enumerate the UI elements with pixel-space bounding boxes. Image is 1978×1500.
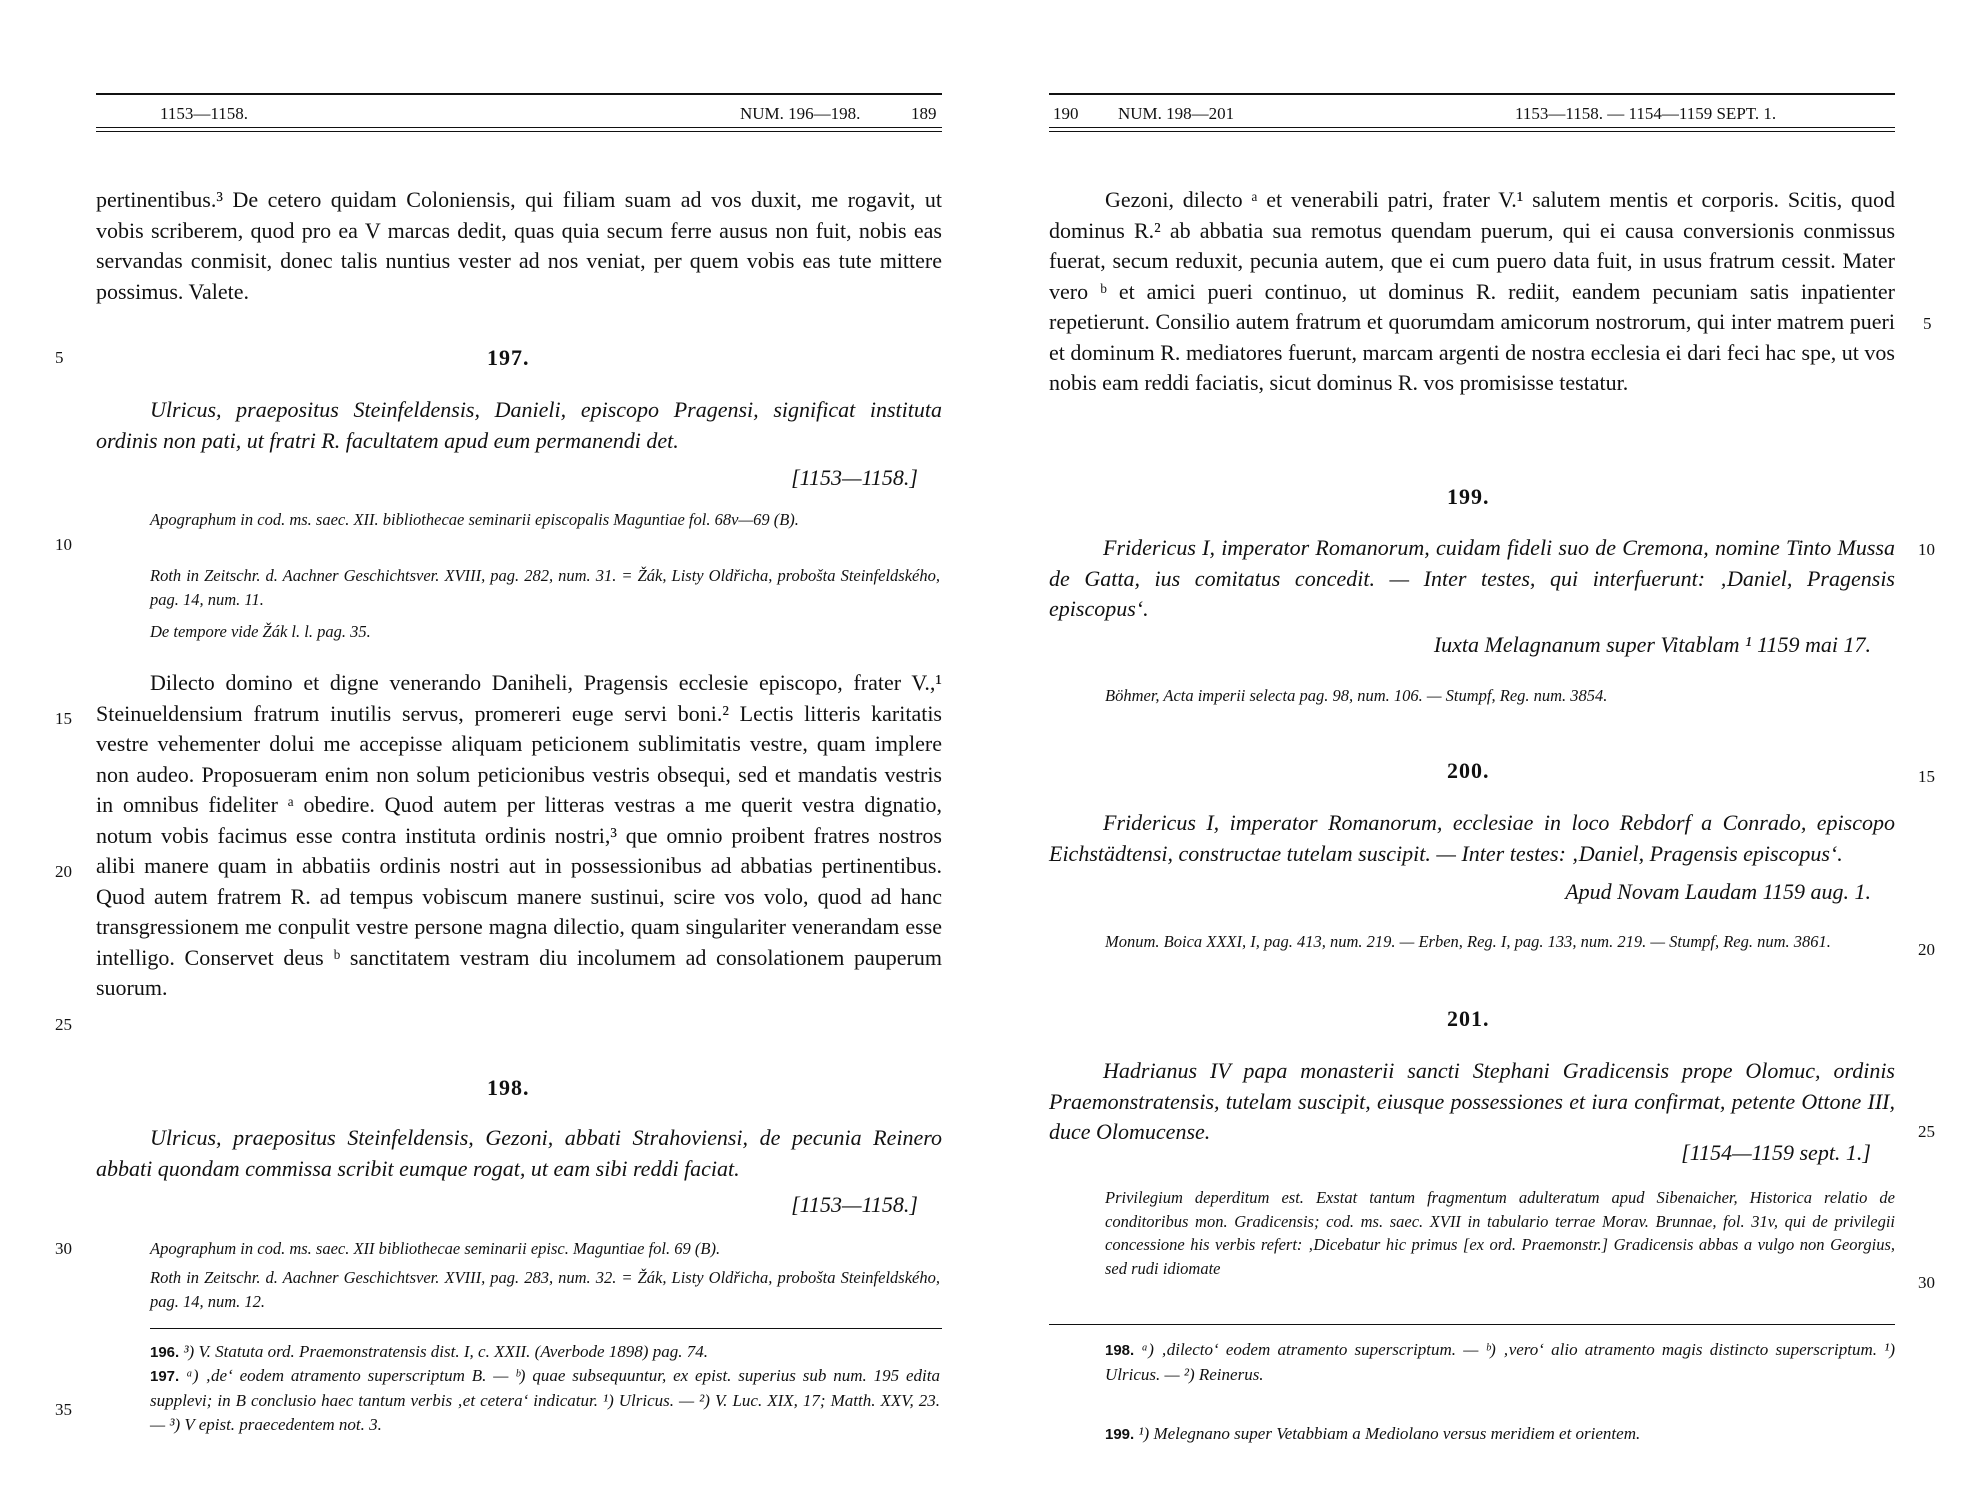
line-number-10: 10 bbox=[1918, 540, 1935, 559]
doc-198-note-1: Apographum in cod. ms. saec. XII bibliothecae seminarii episc. Maguntiae fol. 69 (B). bbox=[150, 1239, 721, 1258]
line-number-20: 20 bbox=[55, 862, 72, 881]
doc-197-number: 197. bbox=[487, 345, 530, 370]
header-page-number: 189 bbox=[911, 104, 937, 123]
continuation-text: Gezoni, dilecto ᵃ et venerabili patri, frater V.¹ salutem mentis et corporis. Scitis, quod dominus R.² ab abbatia sua remotus quendam puerum, qui ei causa conversionis conmissus fuerat, secum reduxit, pecunia autem, que ei cum puero data fuit, in usus fratrum cessit. Mater vero ᵇ et amici pueri continuo, ut dominus R. rediit, eandem pecuniam satis inpatienter repetierunt. Consilio autem fratrum et quorumdam amicorum nostrorum, qui inter matrem pueri et dominum R. mediatores fuerunt, marcam argenti de nostra ecclesia ei dari feci hac spe, ut vos nobis eam reddi faciatis, sicut dominus R. vos promisisse testatur. bbox=[1049, 187, 1895, 395]
doc-198-regest: Ulricus, praepositus Steinfeldensis, Gezoni, abbati Strahoviensi, de pecunia Reinero abbati quondam commissa scribit eumque rogat, ut eam sibi reddi faciat. bbox=[96, 1125, 942, 1181]
header-top-rule bbox=[1049, 93, 1895, 95]
footnote-198-text: ᵃ) ‚dilecto‘ eodem atramento superscriptum. — ᵇ) ‚vero‘ alio atramento magis distincto superscriptum. ¹) Ulricus. — ²) Reinerus. bbox=[1105, 1340, 1895, 1384]
line-number-25: 25 bbox=[55, 1015, 72, 1034]
header-bottom-rule bbox=[96, 127, 942, 128]
footnote-196 bbox=[150, 1340, 940, 1365]
continuation-text: pertinentibus.³ De cetero quidam Coloniensis, qui filiam suam ad vos duxit, me rogavit, ut vobis scriberem, quod pro ea V marcas dedit, quas quia secum ferre ausus non fuit, nobis eas servandas conmisit, donec talis nuntius vester ad nos veniat, per quem vobis eas tute mittere possimus. Valete. bbox=[96, 187, 942, 304]
footnote-199 bbox=[1105, 1422, 1895, 1447]
header-page-number: 190 bbox=[1053, 104, 1079, 123]
footnote-rule bbox=[150, 1328, 942, 1329]
footnote-196-text: ³) V. Statuta ord. Praemonstratensis dist. I, c. XXII. (Averbode 1898) pag. 74. bbox=[183, 1342, 708, 1361]
header-bottom-rule-2 bbox=[1049, 131, 1895, 132]
line-number-5: 5 bbox=[55, 348, 64, 367]
doc-197-regest: Ulricus, praepositus Steinfeldensis, Danieli, episcopo Pragensi, significat instituta ordinis non pati, ut fratri R. facultatem apud eum permanendi det. bbox=[96, 397, 942, 453]
header-bottom-rule bbox=[1049, 127, 1895, 128]
footnote-198-label: 198. bbox=[1105, 1342, 1135, 1359]
line-number-10: 10 bbox=[55, 535, 72, 554]
line-number-5: 5 bbox=[1923, 314, 1932, 333]
doc-197-text: Dilecto domino et digne venerando Daniheli, Pragensis ecclesie episcopo, frater V.,¹ Steinueldensium fratrum inutilis servus, promereri euge servi boni.² Lectis litteris karitatis vestre vehementer dolui me accepisse aliquam peticionem sublimitatis vestre, quam implere non audeo. Proposueram enim non solum peticionibus vestris obsequi, sed et mandatis vestris in omnibus fideliter ᵃ obedire. Quod autem per litteras vestras a me querit vestra dignatio, notum vobis facimus esse contra instituta ordinis nostri,³ que omnio proibent fratres nostros alibi manere quam in abbatiis ordinis nostri aut in possessionibus ad abbatias pertinentibus. Quod autem fratrem R. ad tempus vobiscum manere sustinui, scire vos volo, quod ad hanc transgressionem me conpulit vestre persone magna dilectio, quam singulariter venerandam esse intelligo. Conservet deus ᵇ sanctitatem vestram diu incolumem ad consolationem pauperum suorum. bbox=[96, 670, 942, 1000]
doc-200-regest: Fridericus I, imperator Romanorum, ecclesiae in loco Rebdorf a Conrado, episcopo Eichstädtensi, constructae tutelam suscipit. — Inter testes: ‚Daniel, Pragensis episcopus‘. bbox=[1049, 810, 1895, 866]
footnote-197-text: ᵃ) ‚de‘ eodem atramento superscriptum B. — ᵇ) quae subsequuntur, ex epist. superius sub num. 195 edita supplevi; in B conclusio haec tantum verbis ‚et cetera‘ indicatur. ¹) Ulricus. — ²) V. Luc. XIX, 17; Matth. XXV, 23. — ³) V epist. praecedentem not. 3. bbox=[150, 1366, 941, 1434]
footnote-199-label: 199. bbox=[1105, 1426, 1135, 1443]
line-number-15: 15 bbox=[1918, 767, 1935, 786]
header-bottom-rule-2 bbox=[96, 131, 942, 132]
footnote-199-text: ¹) Melegnano super Vetabbiam a Mediolano versus meridiem et orientem. bbox=[1138, 1424, 1641, 1443]
doc-198-note-2: Roth in Zeitschr. d. Aachner Geschichtsver. XVIII, pag. 283, num. 32. = Žák, Listy Oldřicha, probošta Steinfeldského, pag. 14, num. 12. bbox=[150, 1268, 940, 1311]
line-number-30: 30 bbox=[1918, 1273, 1935, 1292]
footnote-197-label: 197. bbox=[150, 1368, 180, 1385]
doc-199-note-1: Böhmer, Acta imperii selecta pag. 98, num. 106. — Stumpf, Reg. num. 3854. bbox=[1105, 686, 1608, 705]
doc-200-note-1: Monum. Boica XXXI, I, pag. 413, num. 219. — Erben, Reg. I, pag. 133, num. 219. — Stumpf, Reg. num. 3861. bbox=[1105, 932, 1831, 951]
doc-198-number: 198. bbox=[487, 1075, 530, 1100]
line-number-15: 15 bbox=[55, 709, 72, 728]
doc-201-regest: Hadrianus IV papa monasterii sancti Stephani Gradicensis prope Olomuc, ordinis Praemonstratensis, tutelam suscipit, eiusque possessiones et iura confirmat, petente Ottone III, duce Olomucense. bbox=[1049, 1058, 1895, 1144]
header-years: 1153—1158. bbox=[160, 104, 248, 123]
doc-199-number: 199. bbox=[1447, 484, 1490, 509]
doc-200-number: 200. bbox=[1447, 758, 1490, 783]
header-top-rule bbox=[96, 93, 942, 95]
doc-201-number: 201. bbox=[1447, 1006, 1490, 1031]
doc-197-note-2: Roth in Zeitschr. d. Aachner Geschichtsver. XVIII, pag. 282, num. 31. = Žák, Listy Oldřicha, probošta Steinfeldského, pag. 14, num. 11. bbox=[150, 566, 940, 609]
line-number-25: 25 bbox=[1918, 1122, 1935, 1141]
doc-198-date: [1153—1158.] bbox=[791, 1192, 918, 1217]
doc-201-note-1: Privilegium deperditum est. Exstat tantum fragmentum adulteratum apud Sibenaicher, Historica relatio de conditoribus mon. Gradicensis; cod. ms. saec. XVII in tabulario terrae Morav. Brunnae, fol. 31v, qui de privilegii concessione his verbis refert: ‚Dicebatur hic primus [ex ord. Praemonstr.] Gradicensis abbas a vulgo non Georgius, sed rudi idiomate bbox=[1105, 1188, 1895, 1278]
footnote-198 bbox=[1105, 1338, 1895, 1387]
line-number-30: 30 bbox=[55, 1239, 72, 1258]
doc-197-note-3: De tempore vide Žák l. l. pag. 35. bbox=[150, 622, 371, 641]
doc-201-date: [1154—1159 sept. 1.] bbox=[1681, 1140, 1871, 1165]
right-page bbox=[990, 0, 1978, 1500]
header-num: NUM. 198—201 bbox=[1118, 104, 1235, 123]
doc-197-date: [1153—1158.] bbox=[791, 465, 918, 490]
header-years: 1153—1158. — 1154—1159 SEPT. 1. bbox=[1515, 104, 1777, 123]
doc-199-date: Iuxta Melagnanum super Vitablam ¹ 1159 mai 17. bbox=[1433, 632, 1871, 657]
doc-199-regest: Fridericus I, imperator Romanorum, cuidam fideli suo de Cremona, nomine Tinto Mussa de Gatta, ius comitatus concedit. — Inter testes, qui interfuerunt: ‚Daniel, Pragensis episcopus‘. bbox=[1049, 535, 1895, 621]
footnote-197 bbox=[150, 1364, 940, 1437]
line-number-20: 20 bbox=[1918, 940, 1935, 959]
footnote-rule bbox=[1049, 1324, 1895, 1325]
doc-197-note-1: Apographum in cod. ms. saec. XII. bibliothecae seminarii episcopalis Maguntiae fol. 68v—69 (B). bbox=[150, 510, 799, 529]
header-num: NUM. 196—198. bbox=[740, 104, 861, 123]
doc-200-date: Apud Novam Laudam 1159 aug. 1. bbox=[1565, 879, 1871, 904]
footnote-196-label: 196. bbox=[150, 1344, 180, 1361]
line-number-35: 35 bbox=[55, 1400, 72, 1419]
